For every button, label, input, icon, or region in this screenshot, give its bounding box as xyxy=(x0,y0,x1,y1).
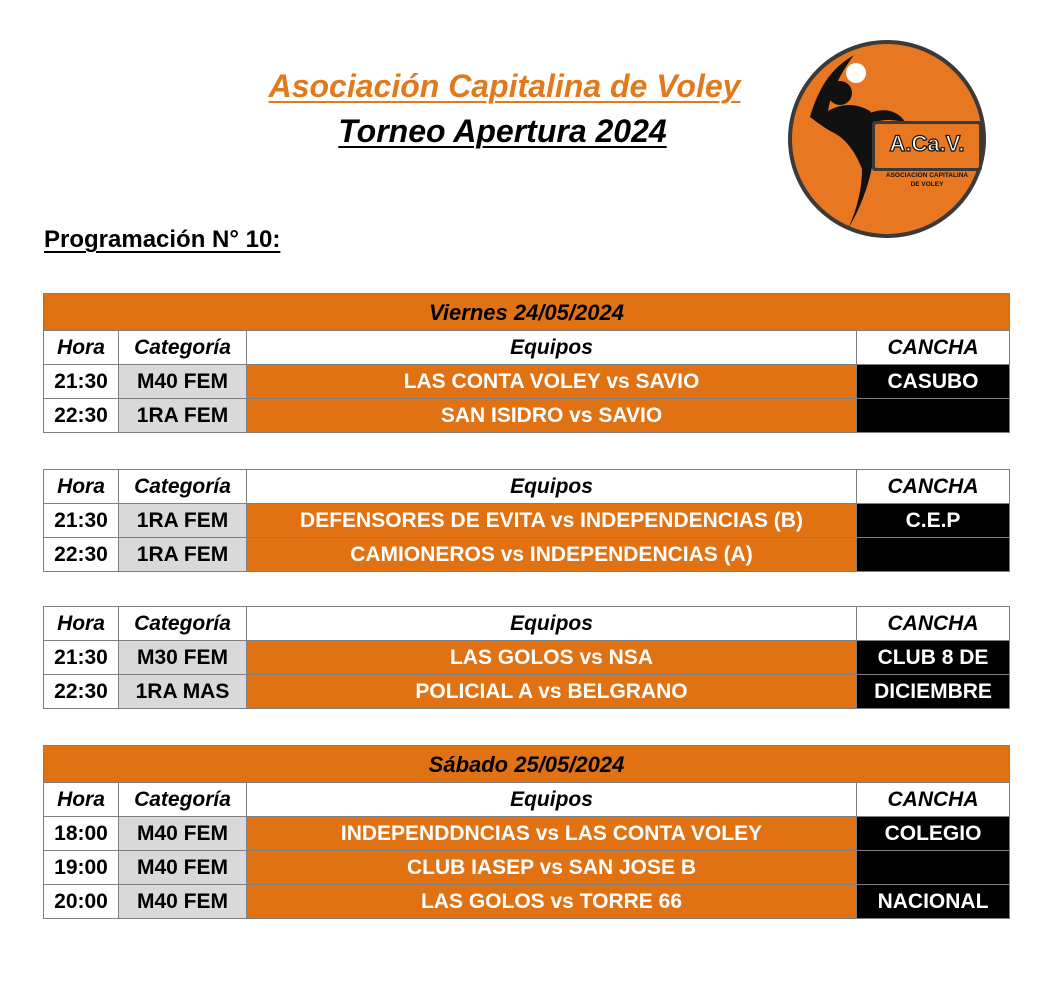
equipos-cell: CAMIONEROS vs INDEPENDENCIAS (A) xyxy=(247,538,857,571)
cancha-cell xyxy=(857,538,1009,571)
logo-subtext-2: DE VOLEY xyxy=(910,181,944,188)
table-row xyxy=(44,640,1009,674)
col-categoria: Categoría xyxy=(119,470,247,503)
hora-cell: 21:30 xyxy=(44,641,119,674)
col-hora: Hora xyxy=(44,607,119,640)
categoria-cell: M40 FEM xyxy=(119,885,247,918)
equipos-cell: SAN ISIDRO vs SAVIO xyxy=(247,399,857,432)
table-row xyxy=(44,364,1009,398)
cancha-cell: CLUB 8 DE xyxy=(857,641,1009,674)
table-row xyxy=(44,884,1009,918)
categoria-cell: M40 FEM xyxy=(119,365,247,398)
hora-cell: 21:30 xyxy=(44,365,119,398)
column-header-row xyxy=(44,607,1009,640)
col-equipos: Equipos xyxy=(247,783,857,816)
categoria-cell: 1RA FEM xyxy=(119,399,247,432)
column-header-row xyxy=(44,470,1009,503)
column-header-row xyxy=(44,783,1009,816)
logo-text: A.Ca.V. xyxy=(889,131,965,156)
cancha-cell: CASUBO xyxy=(857,365,1009,398)
categoria-cell: M40 FEM xyxy=(119,817,247,850)
table-row xyxy=(44,503,1009,537)
col-cancha: CANCHA xyxy=(887,475,979,498)
hora-cell: 20:00 xyxy=(44,885,119,918)
schedule-block-sabado xyxy=(43,745,1010,919)
categoria-cell: M30 FEM xyxy=(119,641,247,674)
col-equipos: Equipos xyxy=(247,470,857,503)
equipos-cell: DEFENSORES DE EVITA vs INDEPENDENCIAS (B) xyxy=(247,504,857,537)
categoria-cell: 1RA FEM xyxy=(119,538,247,571)
categoria-cell: 1RA FEM xyxy=(119,504,247,537)
equipos-cell: INDEPENDDNCIAS vs LAS CONTA VOLEY xyxy=(247,817,857,850)
hora-cell: 21:30 xyxy=(44,504,119,537)
hora-cell: 18:00 xyxy=(44,817,119,850)
logo-subtext-1: ASOCIACION CAPITALINA xyxy=(885,172,969,179)
categoria-cell: M40 FEM xyxy=(119,851,247,884)
table-row xyxy=(44,850,1009,884)
col-cancha: CANCHA xyxy=(887,612,979,635)
col-hora: Hora xyxy=(44,331,119,364)
hora-cell: 22:30 xyxy=(44,675,119,708)
col-equipos: Equipos xyxy=(247,607,857,640)
col-categoria: Categoría xyxy=(119,607,247,640)
day-header-viernes: Viernes 24/05/2024 xyxy=(44,294,1009,331)
volleyball-player-logo xyxy=(782,37,992,247)
schedule-block-viernes-2 xyxy=(43,469,1010,572)
col-equipos: Equipos xyxy=(247,331,857,364)
programacion-heading: Programación N° 10: xyxy=(44,226,281,253)
table-row xyxy=(44,674,1009,708)
equipos-cell: LAS GOLOS vs NSA xyxy=(247,641,857,674)
categoria-cell: 1RA MAS xyxy=(119,675,247,708)
cancha-cell: COLEGIO xyxy=(857,817,1009,850)
col-hora: Hora xyxy=(44,470,119,503)
equipos-cell: LAS GOLOS vs TORRE 66 xyxy=(247,885,857,918)
hora-cell: 22:30 xyxy=(44,399,119,432)
col-cancha: CANCHA xyxy=(887,788,979,811)
table-row xyxy=(44,816,1009,850)
schedule-block-viernes-3 xyxy=(43,606,1010,709)
equipos-cell: POLICIAL A vs BELGRANO xyxy=(247,675,857,708)
col-hora: Hora xyxy=(44,783,119,816)
col-categoria: Categoría xyxy=(119,331,247,364)
day-header-sabado: Sábado 25/05/2024 xyxy=(44,746,1009,783)
cancha-cell: C.E.P xyxy=(857,504,1009,537)
tournament-title: Torneo Apertura 2024 xyxy=(338,113,667,149)
col-cancha: CANCHA xyxy=(887,336,979,359)
cancha-cell: DICIEMBRE xyxy=(857,675,1009,708)
schedule-block-viernes-1 xyxy=(43,293,1010,433)
cancha-cell xyxy=(857,399,1009,432)
col-categoria: Categoría xyxy=(119,783,247,816)
association-title: Asociación Capitalina de Voley xyxy=(268,68,741,104)
cancha-cell xyxy=(857,851,1009,884)
hora-cell: 22:30 xyxy=(44,538,119,571)
equipos-cell: LAS CONTA VOLEY vs SAVIO xyxy=(247,365,857,398)
equipos-cell: CLUB IASEP vs SAN JOSE B xyxy=(247,851,857,884)
cancha-cell: NACIONAL xyxy=(857,885,1009,918)
column-header-row xyxy=(44,331,1009,364)
hora-cell: 19:00 xyxy=(44,851,119,884)
table-row xyxy=(44,398,1009,432)
table-row xyxy=(44,537,1009,571)
